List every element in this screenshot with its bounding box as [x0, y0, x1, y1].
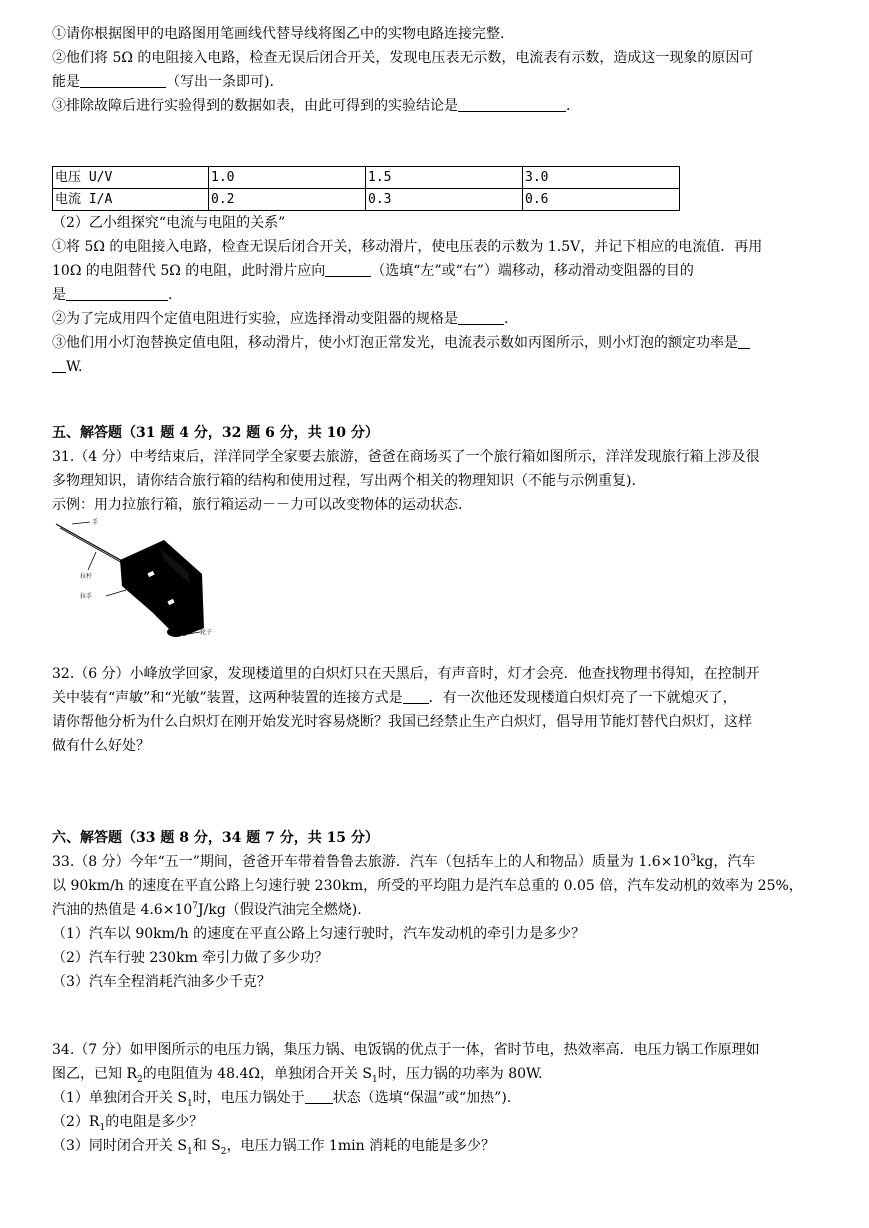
q31-line1: 31.（4 分）中考结束后，洋洋同学全家要去旅游，爸爸在商场买了一个旅行箱如图所示，洋洋发现旅行箱上涉及很 [52, 449, 760, 465]
answer-blank-power-a[interactable] [738, 332, 750, 349]
s2q3-line2 [52, 355, 82, 379]
q33-sub3: （3）汽车全程消耗汽油多少千克？ [52, 974, 271, 990]
s2q3-line2-post: W. [66, 359, 83, 375]
q-conclusion [52, 94, 570, 118]
q34-sub1-pre: （1）单独闭合开关 S [52, 1090, 187, 1106]
handle-rod [56, 524, 124, 562]
q33-line3-pre: 汽油的热值是 4.6×10 [52, 902, 193, 918]
answer-blank-rheostat[interactable] [458, 308, 504, 325]
q-fault-line1: ②他们将 5Ω 的电阻接入电路，检查无误后闭合开关，发现电压表无示数，电流表有示数，造成这一现象的原因可 [52, 50, 754, 66]
s2q3-line1-text: ③他们用小灯泡替换定值电阻，移动滑片，使小灯泡正常发光，电流表示数如丙图所示，则小灯泡的额定功率是 [52, 335, 738, 351]
q34-subscript: 1 [99, 1122, 106, 1133]
q34-subscript: 1 [372, 1074, 378, 1085]
table-row [53, 167, 680, 189]
table-cell: 1.5 [366, 167, 523, 189]
label-wheel: 轮子 [200, 629, 213, 636]
data-table [52, 166, 680, 211]
answer-blank-connection[interactable] [403, 687, 429, 704]
q33-line1 [52, 850, 755, 874]
q32-line1: 32.（6 分）小峰放学回家，发现楼道里的白炽灯只在天黑后，有声音时，灯才会亮．他查找物理书得知，在控制开 [52, 666, 760, 682]
q34-sub3-pre: （3）同时闭合开关 S [52, 1138, 187, 1154]
q33-line1-pre: 33.（8 分）今年“五一”期间，爸爸开车带着鲁鲁去旅游．汽车（包括车上的人和物品）质量为 1.6×10 [52, 854, 691, 870]
q32-line2-pre: 关中装有“声敏”和“光敏”装置，这两种装置的连接方式是 [52, 690, 403, 706]
q34-line2 [52, 1062, 542, 1086]
q34-sub2-post: 的电阻是多少？ [105, 1114, 204, 1130]
section5-heading: 五、解答题（31 题 4 分，32 题 6 分，共 10 分） [52, 425, 379, 441]
q32-line2-post: ．有一次他还发现楼道白炽灯亮了一下就熄灭了， [428, 690, 737, 706]
table-cell: 电流 I/A [53, 189, 209, 211]
suitcase-body [120, 540, 204, 636]
s2q2-post: . [504, 311, 509, 327]
q31-line2: 多物理知识，请你结合旅行箱的结构和使用过程，写出两个相关的物理知识（不能与示例重复). [52, 473, 636, 489]
q-connect-circuit: ①请你根据图甲的电路图用笔画线代替导线将图乙中的实物电路连接完整. [52, 26, 505, 42]
q33-exponent: 3 [690, 853, 696, 864]
q33-exponent: 7 [192, 901, 198, 912]
q34-sub2 [52, 1110, 203, 1134]
q33-sub1: （1）汽车以 90km/h 的速度在平直公路上匀速行驶时，汽车发动机的牵引力是多少？ [52, 926, 586, 942]
q33-line3 [52, 898, 362, 922]
answer-blank-conclusion[interactable] [458, 95, 566, 112]
q33-line2: 以 90km/h 的速度在平直公路上匀速行驶 230km，所受的平均阻力是汽车总重的 0.05 倍，汽车发动机的效率为 25%， [52, 878, 803, 894]
q34-sub2-pre: （2）R [52, 1114, 100, 1130]
wheel-icon [167, 627, 185, 637]
answer-blank-power-b[interactable] [52, 356, 66, 373]
q32-line3: 请你帮他分析为什么白炽灯在刚开始发光时容易烧断？我国已经禁止生产白炽灯，倡导用节能灯替代白炽灯，这样 [52, 714, 752, 730]
answer-blank-fault[interactable] [80, 71, 166, 88]
label-hand: 手 [92, 519, 99, 526]
q34-line1: 34.（7 分）如甲图所示的电压力锅，集压力锅、电饭锅的优点于一体，省时节电，热效率高．电压力锅工作原理如 [52, 1042, 760, 1058]
q-conclusion-pre: ③排除故障后进行实验得到的数据如表，由此可得到的实验结论是 [52, 98, 458, 114]
q-conclusion-post: . [566, 98, 571, 114]
q-fault-pre: 能是 [52, 74, 80, 90]
q34-line2-mid: 的电阻值为 48.4Ω，单独闭合开关 S [142, 1066, 373, 1082]
s2q1-line2-post: （选填“左”或“右”）端移动，移动滑动变阻器的目的 [371, 263, 694, 279]
q32-line4: 做有什么好处？ [52, 738, 150, 754]
s2q1-line2 [52, 259, 694, 283]
s2q3-line1 [52, 331, 750, 355]
s2q1-line3 [52, 283, 172, 307]
s2q1-line3-pre: 是 [52, 287, 66, 303]
q34-sub1 [52, 1086, 511, 1110]
label-grip: 拉手 [80, 593, 93, 600]
q34-sub3 [52, 1134, 495, 1158]
q34-sub1-mid: 时，电压力锅处于 [192, 1090, 305, 1106]
sub2-title: （2）乙小组探究“电流与电阻的关系” [52, 215, 286, 231]
label-leader [88, 552, 96, 570]
q34-line2-post: 时，压力锅的功率为 80W. [377, 1066, 543, 1082]
q34-subscript: 2 [137, 1074, 143, 1085]
s2q1-line1: ①将 5Ω 的电阻接入电路，检查无误后闭合开关，移动滑片，使电压表的示数为 1.5V，并记下相应的电流值．再用 [52, 239, 763, 255]
label-handle: 拉杆 [80, 573, 93, 580]
q-fault-post: （写出一条即可). [166, 74, 274, 90]
suitcase-figure [52, 512, 222, 642]
table-cell: 3.0 [523, 167, 680, 189]
s2q1-line2-pre: 10Ω 的电阻替代 5Ω 的电阻，此时滑片应向 [52, 263, 326, 279]
answer-blank-direction[interactable] [325, 260, 371, 277]
q-fault-line2 [52, 70, 274, 94]
q34-sub1-post: 状态（选填“保温”或“加热”). [332, 1090, 512, 1106]
q33-line3-post: J/kg（假设汽油完全燃烧). [198, 902, 362, 918]
q34-line2-pre: 图乙，已知 R [52, 1066, 137, 1082]
table-row [53, 189, 680, 211]
label-leader [72, 522, 90, 524]
table-cell: 0.6 [523, 189, 680, 211]
s2q2 [52, 307, 508, 331]
table-cell: 1.0 [209, 167, 366, 189]
q34-subscript: 2 [220, 1146, 227, 1157]
q34-subscript: 1 [186, 1146, 193, 1157]
s2q2-pre: ②为了完成用四个定值电阻进行实验，应选择滑动变阻器的规格是 [52, 311, 458, 327]
table-cell: 0.2 [209, 189, 366, 211]
q33-line1-post: kg，汽车 [695, 854, 756, 870]
answer-blank-state[interactable] [305, 1087, 333, 1104]
section6-heading: 六、解答题（33 题 8 分，34 题 7 分，共 15 分） [52, 830, 379, 846]
table-cell: 0.3 [366, 189, 523, 211]
q34-sub3-post: ，电压力锅工作 1min 消耗的电能是多少？ [226, 1138, 496, 1154]
q31-example: 示例：用力拉旅行箱，旅行箱运动－－力可以改变物体的运动状态. [52, 497, 463, 513]
q32-line2 [52, 686, 737, 710]
q34-subscript: 1 [186, 1098, 193, 1109]
q33-sub2: （2）汽车行驶 230km 牵引力做了多少功？ [52, 950, 329, 966]
label-leader [106, 590, 126, 596]
s2q1-line3-post: . [168, 287, 173, 303]
q34-sub3-mid: 和 S [192, 1138, 221, 1154]
table-cell: 电压 U/V [53, 167, 209, 189]
answer-blank-purpose[interactable] [66, 284, 168, 301]
